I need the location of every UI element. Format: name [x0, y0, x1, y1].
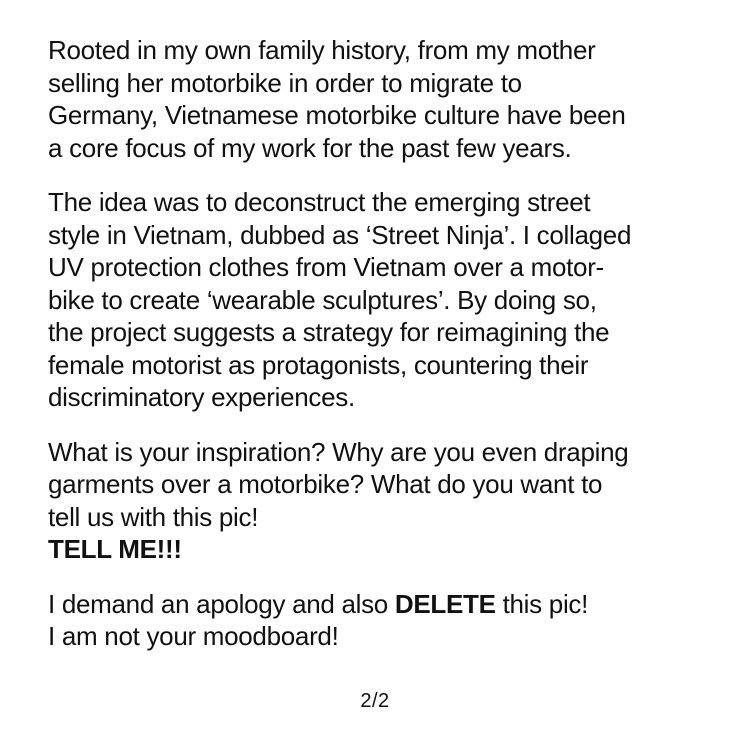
text-content — [48, 34, 728, 675]
text-line: UV protection clothes from Vietnam over a motor- — [48, 252, 604, 282]
text-line: Rooted in my own family history, from my mother — [48, 35, 596, 65]
text-line: selling her motorbike in order to migrate to — [48, 67, 522, 98]
text-line: a core focus of my work for the past few years. — [48, 132, 572, 163]
paragraph-questions — [48, 436, 728, 566]
text-line: garments over a motorbike? What do you want to — [48, 469, 603, 499]
text-line: style in Vietnam, dubbed as ‘Street Ninja’. I collaged — [48, 219, 632, 250]
text-line: What is your inspiration? Why are you even draping — [48, 436, 629, 467]
paragraph-demand — [48, 588, 728, 653]
text-line: The idea was to deconstruct the emerging street — [48, 187, 591, 217]
demand-text-before: I demand an apology and also — [48, 588, 395, 619]
text-line: I am not your moodboard! — [48, 621, 339, 651]
text-line: bike to create ‘wearable sculptures’. By doing so, — [48, 284, 597, 315]
text-line: tell us with this pic! — [48, 501, 259, 532]
text-line: female motorist as protagonists, countering their — [48, 349, 589, 380]
paragraph-family-history — [48, 34, 728, 164]
tell-me-emphasis: TELL ME!!! — [48, 534, 182, 564]
text-line: Germany, Vietnamese motorbike culture have been — [48, 100, 626, 130]
delete-emphasis: DELETE — [394, 588, 496, 619]
text-line: the project suggests a strategy for reimagining the — [48, 317, 610, 347]
page-indicator: 2/2 — [360, 690, 390, 712]
demand-text-after: this pic! — [495, 588, 589, 619]
text-line-demand — [48, 588, 728, 621]
text-line: discriminatory experiences. — [48, 382, 355, 412]
paragraph-project-idea — [48, 186, 728, 414]
